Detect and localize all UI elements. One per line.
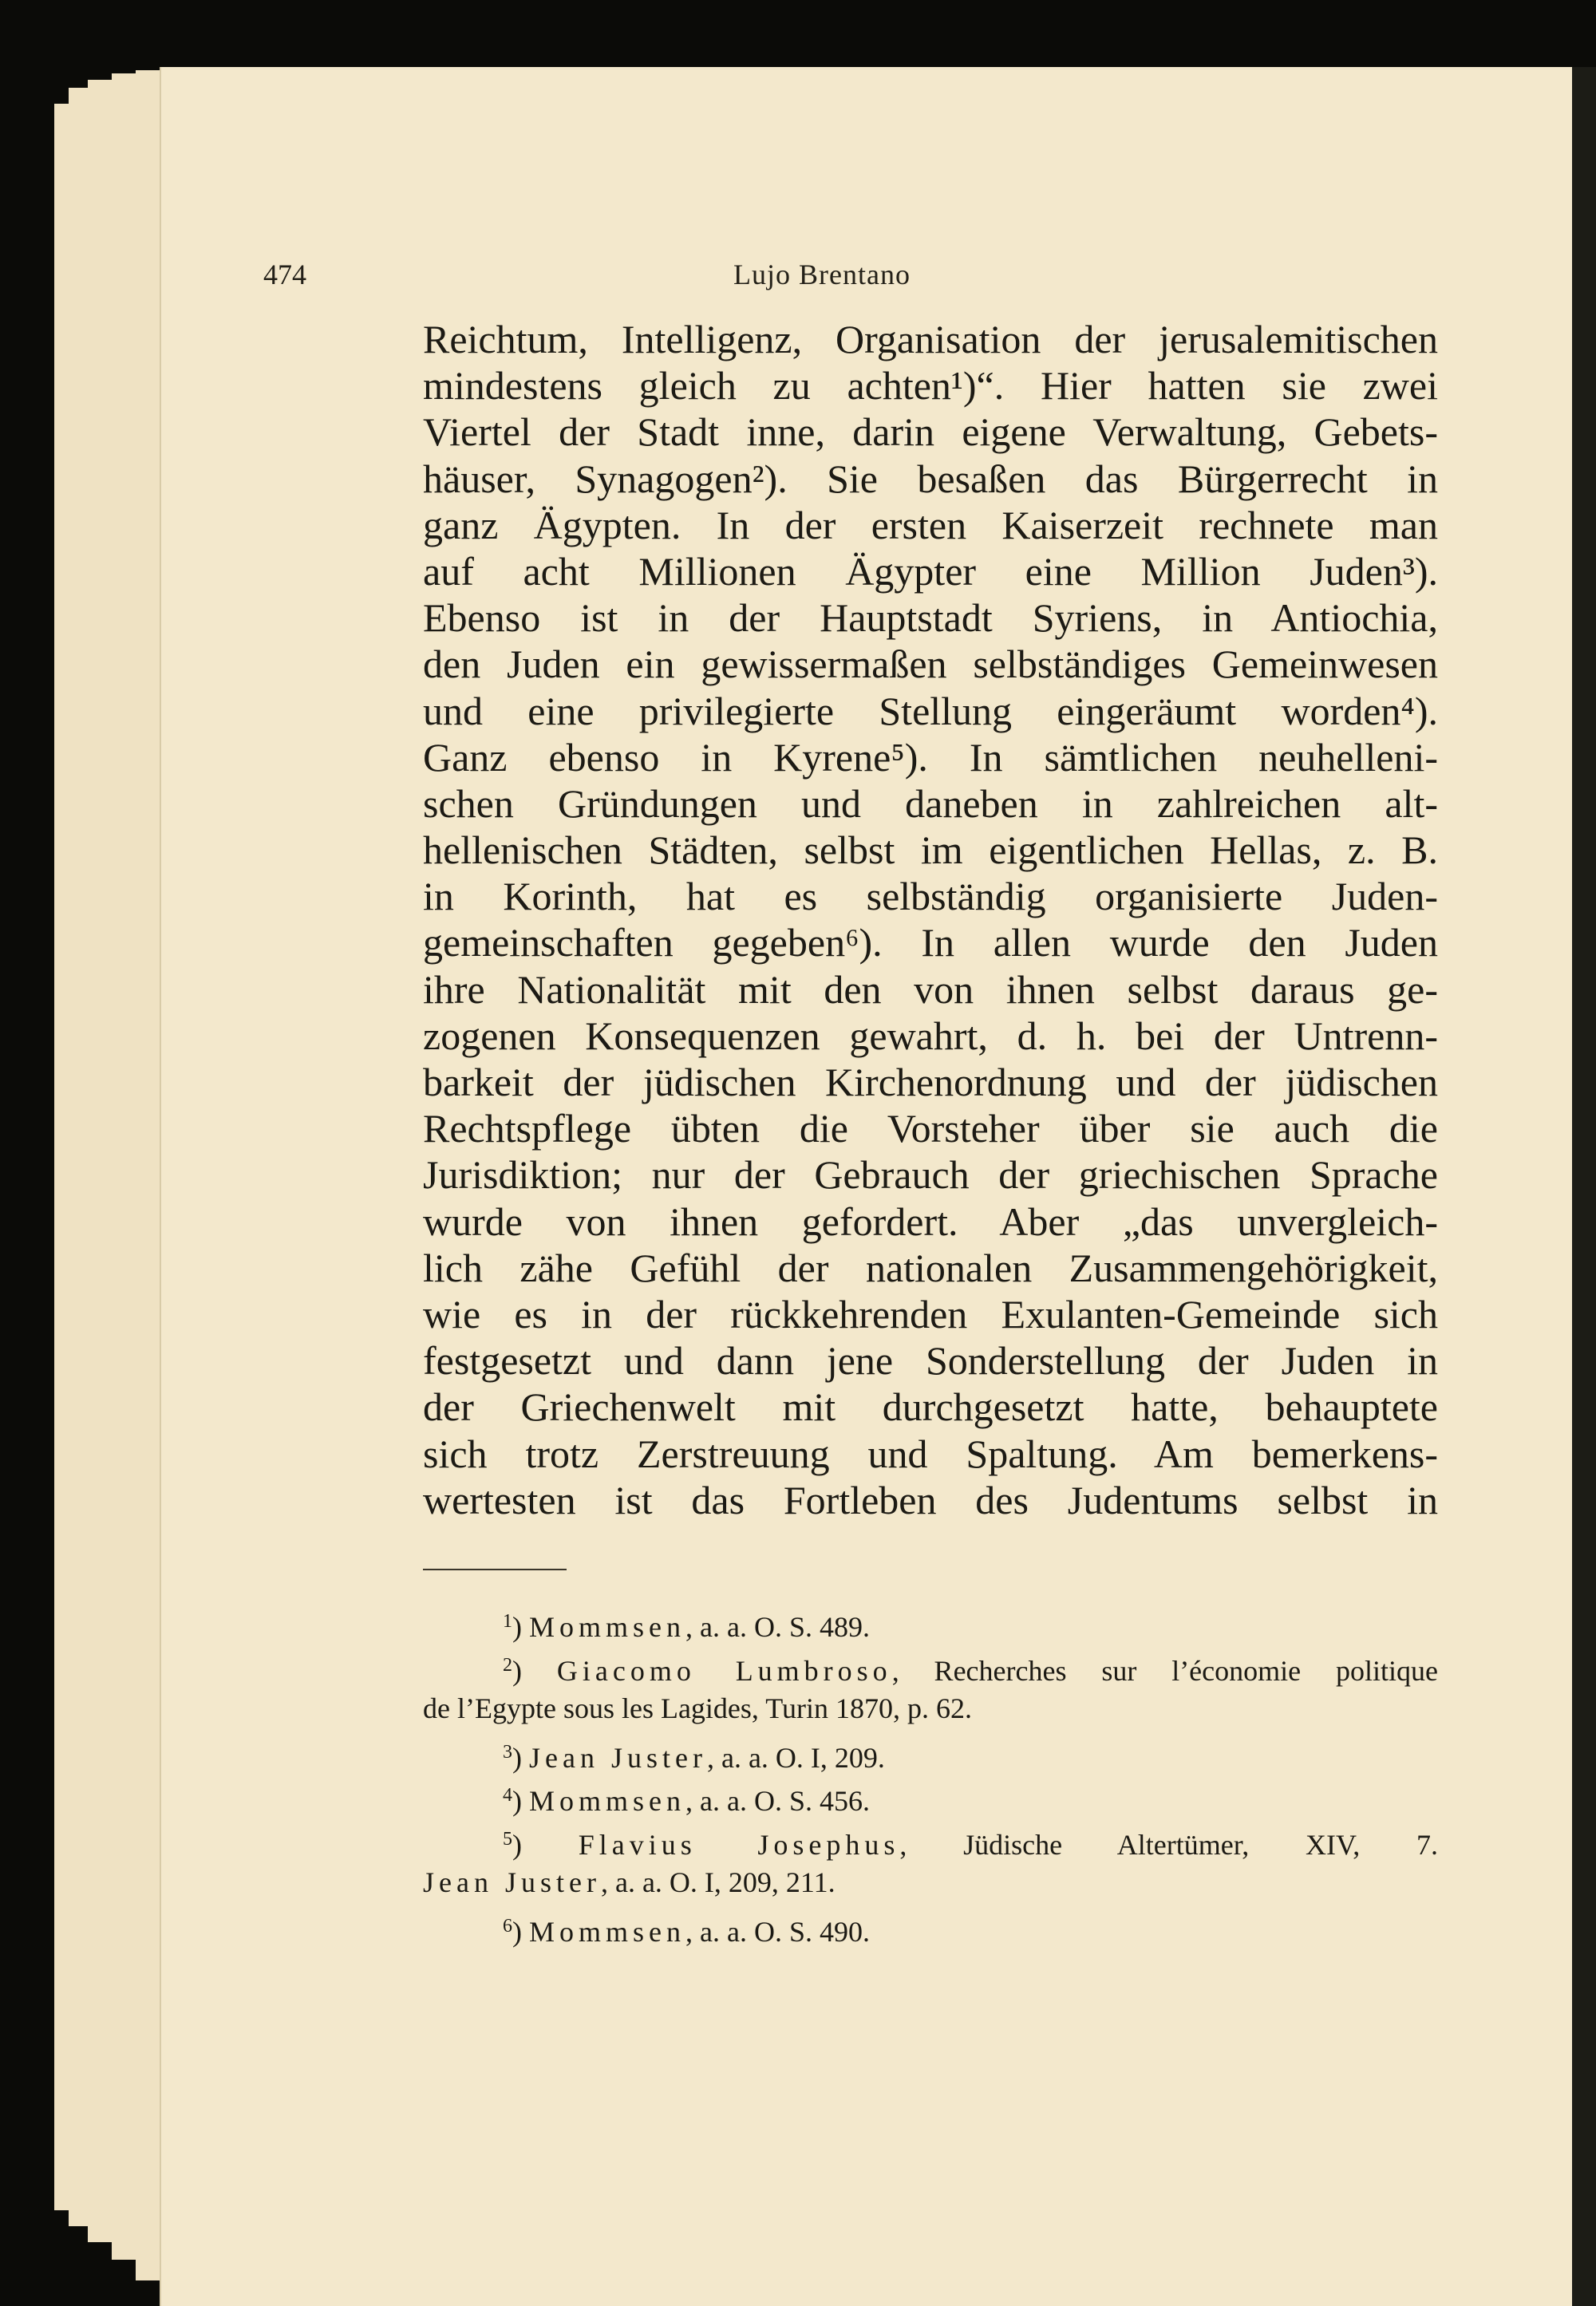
footnote-number: 3 xyxy=(503,1741,512,1763)
page-number: 474 xyxy=(263,259,306,290)
text-line: Jurisdiktion; nur der Gebrauch der griechischen Sprache xyxy=(423,1152,1438,1198)
footnote-text: , a. a. O. S. 490. xyxy=(685,1915,870,1948)
text-line: gemeinschaften gegeben⁶). In allen wurde den Juden xyxy=(423,920,1438,965)
footnote-author: Jean Juster xyxy=(529,1741,707,1774)
page-header xyxy=(263,258,1436,294)
text-line: der Griechenwelt mit durchgesetzt hatte, behauptete xyxy=(423,1384,1438,1430)
footnote-text: , a. a. O. I, 209. xyxy=(706,1741,885,1774)
footnote-number: 1 xyxy=(503,1611,512,1632)
footnote-number: 2 xyxy=(503,1654,512,1676)
footnote: $^3$) Jean Juster, a. a. O. I, 209. xyxy=(503,1741,885,1774)
footnote-divider xyxy=(423,1569,567,1570)
text-line: und eine privilegierte Stellung eingeräumt worden⁴). xyxy=(423,688,1438,733)
text-line: Reichtum, Intelligenz, Organisation der jerusalemitischen xyxy=(423,317,1438,361)
text-line: Rechtspflege übten die Vorsteher über sie auch die xyxy=(423,1106,1438,1151)
text-line: Viertel der Stadt inne, darin eigene Verwaltung, Gebets- xyxy=(423,409,1438,455)
text-line: festgesetzt und dann jene Sonderstellung der Juden in xyxy=(423,1338,1438,1384)
text-line: wertesten ist das Fortleben des Judentums selbst in xyxy=(423,1477,1438,1522)
footnote: $^6$) Mommsen, a. a. O. S. 490. xyxy=(503,1915,870,1948)
footnote-text: , Jüdische Altertümer, XIV, 7. xyxy=(899,1828,1438,1861)
footnote-text: , Recherches sur l’économie politique xyxy=(891,1654,1438,1687)
footnote: $^5$) Flavius Josephus, Jüdische Altertümer, XIV, 7. xyxy=(503,1828,1438,1861)
body-text xyxy=(423,316,1438,1523)
text-line: ganz Ägypten. In der ersten Kaiserzeit rechnete man xyxy=(423,502,1438,547)
text-line: lich zähe Gefühl der nationalen Zusammengehörigkeit, xyxy=(423,1245,1438,1290)
footnote-number: 4 xyxy=(503,1785,512,1806)
footnote-author: Mommsen xyxy=(529,1611,686,1643)
running-title: Lujo Brentano xyxy=(733,259,911,290)
footnote-author: Flavius Josephus xyxy=(578,1828,900,1861)
footnote-author: Mommsen xyxy=(529,1785,686,1817)
text-line: zogenen Konsequenzen gewahrt, d. h. bei der Untrenn- xyxy=(423,1013,1438,1058)
text-line: häuser, Synagogen²). Sie besaßen das Bürgerrecht in xyxy=(423,456,1438,501)
text-line: mindestens gleich zu achten¹)“. Hier hatten sie zwei xyxy=(423,363,1438,409)
text-line: in Korinth, hat es selbständig organisierte Juden- xyxy=(423,874,1438,919)
text-line: auf acht Millionen Ägypter eine Million Juden³). xyxy=(423,548,1438,594)
text-line: barkeit der jüdischen Kirchenordnung und der jüdischen xyxy=(423,1060,1438,1104)
text-line: wie es in der rückkehrenden Exulanten-Gemeinde sich xyxy=(423,1291,1438,1337)
text-line: den Juden ein gewissermaßen selbständiges Gemeinwesen xyxy=(423,642,1438,687)
text-line: hellenischen Städten, selbst im eigentlichen Hellas, z. B. xyxy=(423,827,1438,873)
footnote-text: , a. a. O. I, 209, 211. xyxy=(600,1866,836,1898)
footnote: $^1$) Mommsen, a. a. O. S. 489. xyxy=(503,1611,870,1643)
footnotes xyxy=(423,1600,1438,1948)
text-line: ihre Nationalität mit den von ihnen selbst daraus ge- xyxy=(423,966,1438,1012)
right-margin-shadow xyxy=(1572,67,1596,2306)
footnote-number: 5 xyxy=(503,1828,512,1850)
footnote-text: , a. a. O. S. 489. xyxy=(685,1611,870,1643)
text-line: sich trotz Zerstreuung und Spaltung. Am bemerkens- xyxy=(423,1431,1438,1476)
footnote: $^4$) Mommsen, a. a. O. S. 456. xyxy=(503,1785,870,1817)
footnote-text: , a. a. O. S. 456. xyxy=(685,1785,870,1817)
text-line: schen Gründungen und daneben in zahlreichen alt- xyxy=(423,780,1438,826)
footnote-continuation: de l’Egypte sous les Lagides, Turin 1870, p. 62. xyxy=(423,1692,972,1724)
footnote-author: Mommsen xyxy=(529,1915,686,1948)
footnote: $^2$) Giacomo Lumbroso, Recherches sur l’économie politique xyxy=(503,1654,1438,1687)
footnote-continuation xyxy=(423,1861,1438,1905)
footnote-author: Jean Juster xyxy=(423,1866,601,1898)
footnote-number: 6 xyxy=(503,1915,512,1937)
footnote-author: Giacomo Lumbroso xyxy=(556,1654,892,1687)
text-line: Ebenso ist in der Hauptstadt Syriens, in Antiochia, xyxy=(423,595,1438,641)
text-line: Ganz ebenso in Kyrene⁵). In sämtlichen neuhelleni- xyxy=(423,734,1438,780)
text-line: wurde von ihnen gefordert. Aber „das unvergleich- xyxy=(423,1198,1438,1244)
